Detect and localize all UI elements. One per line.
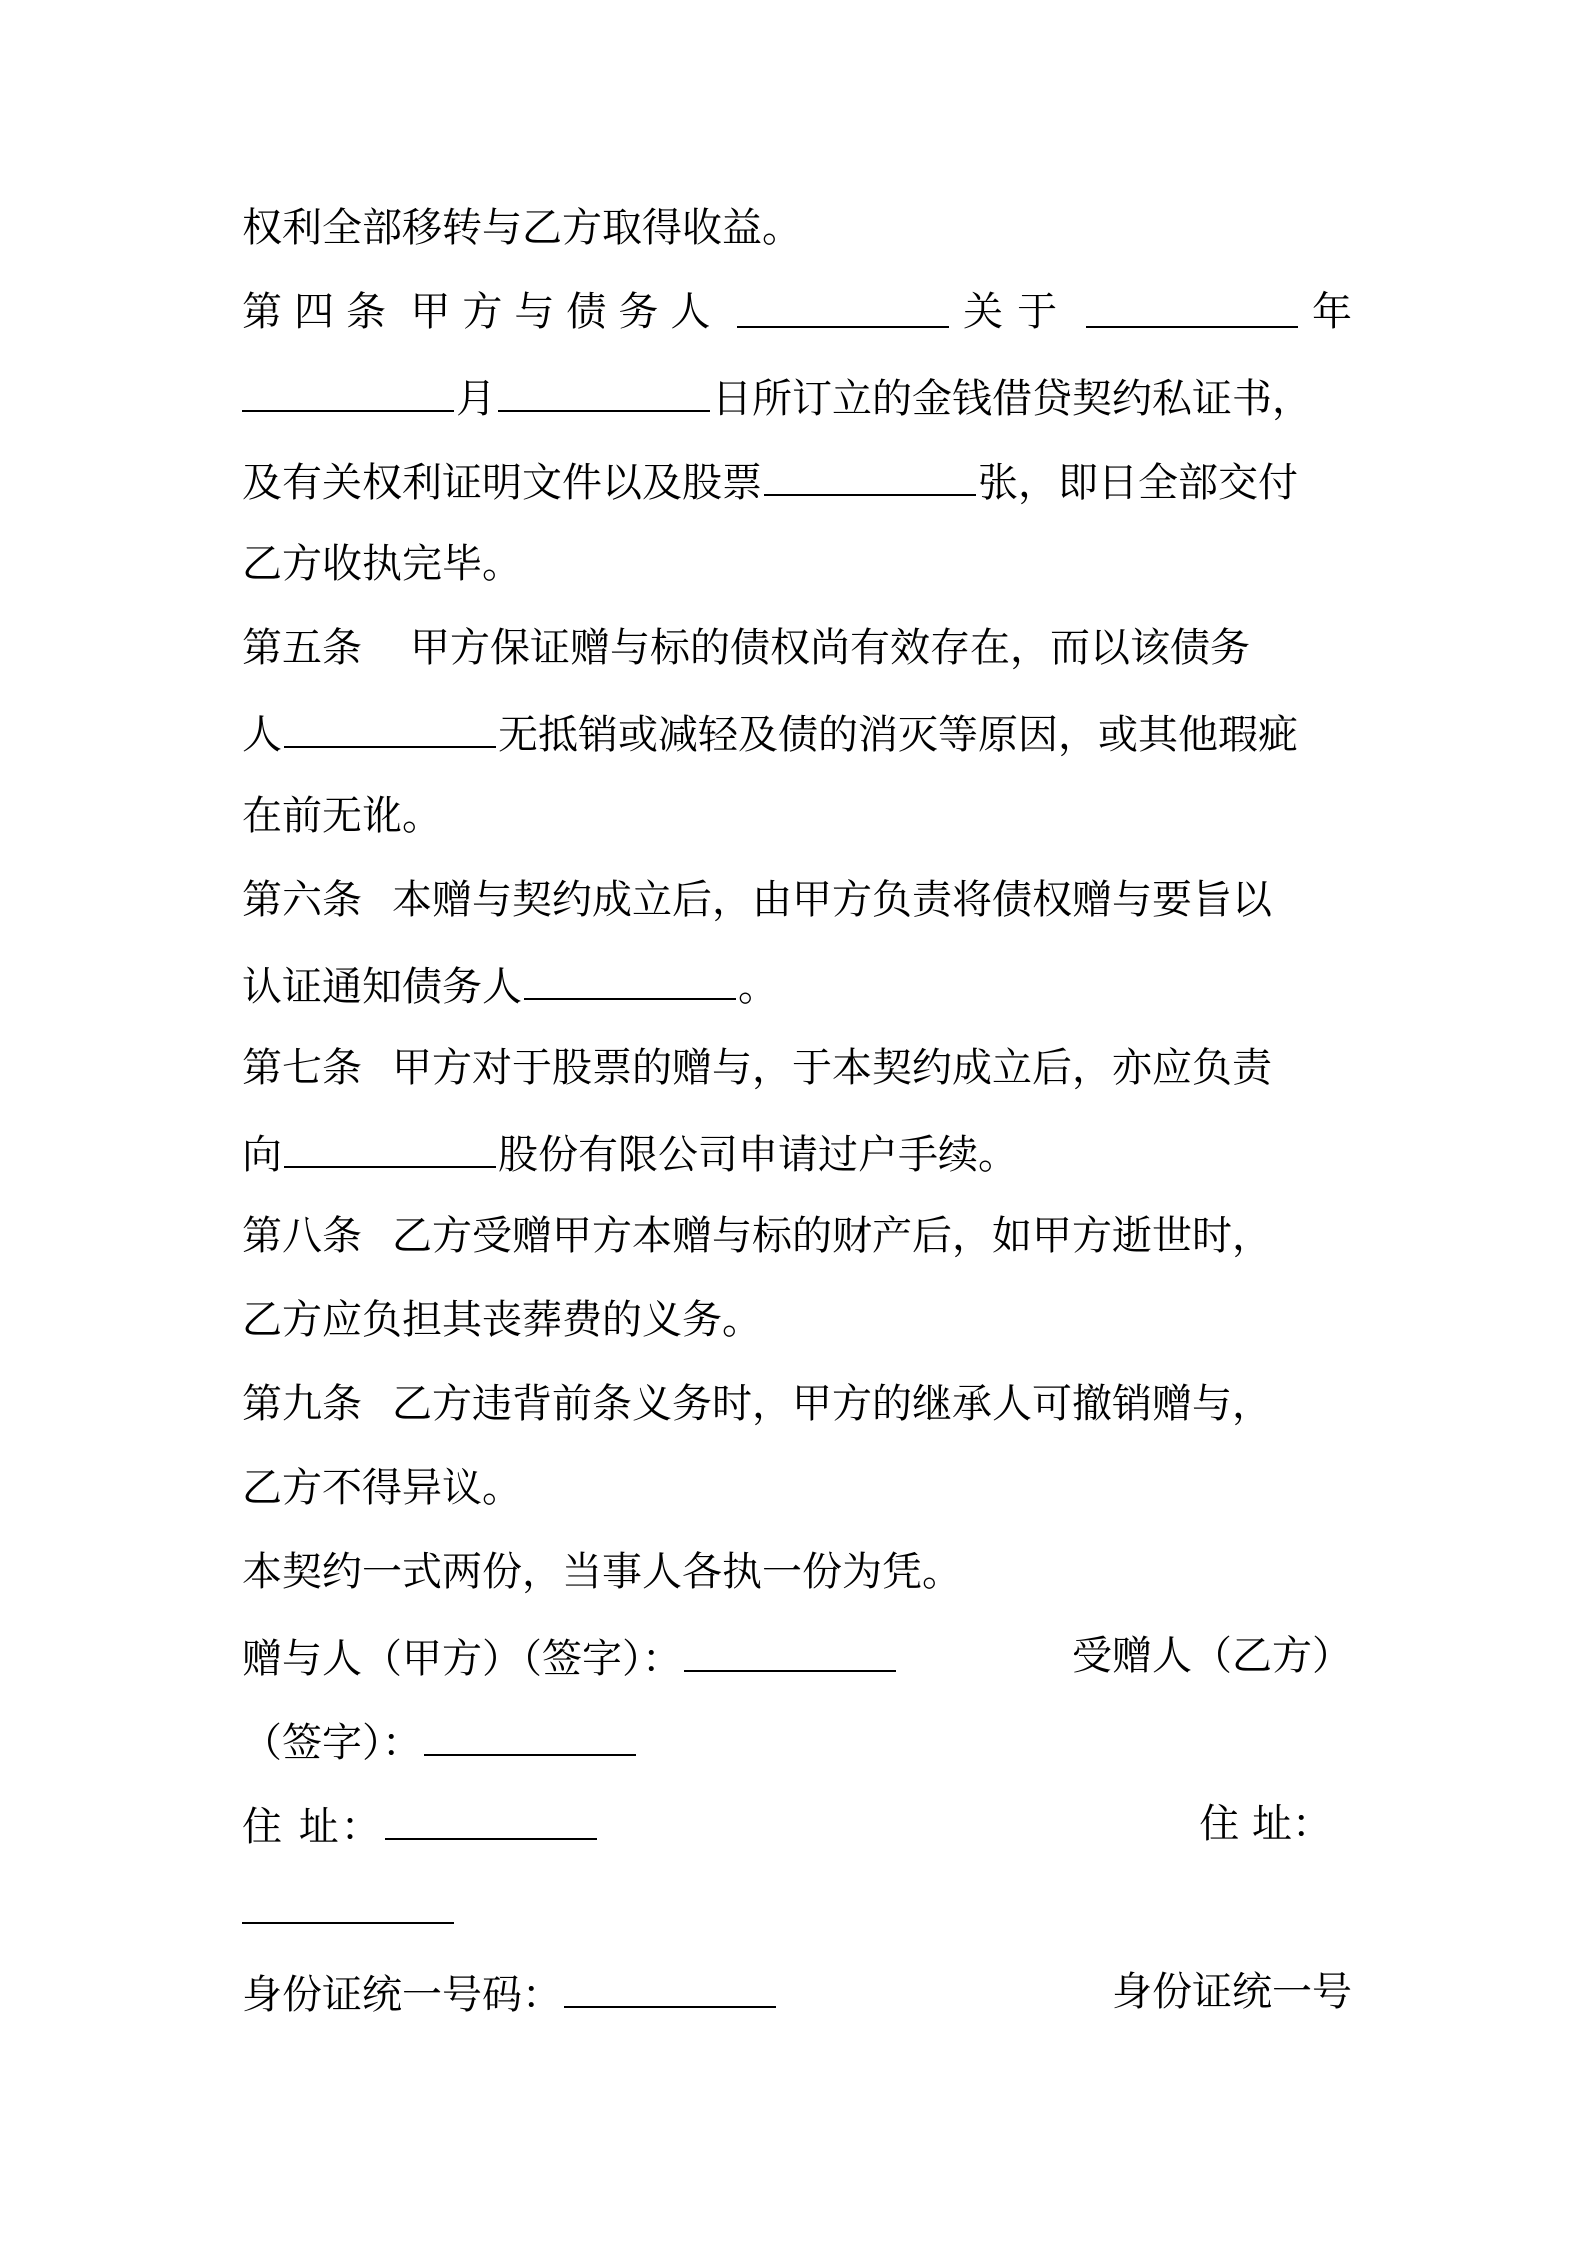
line-text: 乙方收执完毕。 (242, 541, 522, 587)
blank-field (284, 1120, 496, 1168)
donee-label: 受赠人（乙方） (1072, 1633, 1352, 1679)
blank-field (498, 364, 710, 412)
donee-id-label: 身份证统一号 (1112, 1969, 1352, 2015)
text-line (242, 196, 1352, 260)
line-text: 向 (242, 1132, 282, 1178)
signature-row-2 (242, 1708, 1352, 1772)
line-text: 无抵销或减轻及债的消灭等原因，或其他瑕疵 (498, 712, 1298, 758)
donor-signature-blank (684, 1624, 896, 1672)
article-6-line (242, 868, 1352, 932)
blank-field (737, 280, 949, 328)
article-9-line (242, 1372, 1352, 1436)
text-line (242, 952, 1352, 1016)
donor-id-label: 身份证统一号码： (242, 1972, 562, 2018)
article-number: 第七条 (242, 1045, 362, 1091)
line-text: 张，即日全部交付 (978, 460, 1298, 506)
line-text: 在前无讹。 (242, 793, 442, 839)
text-line (242, 364, 1352, 428)
id-row (242, 1960, 1352, 2024)
donee-address-blank (242, 1876, 454, 1924)
donor-address-blank (385, 1792, 597, 1840)
donor-signature-label: 赠与人（甲方）（签字）： (242, 1636, 682, 1682)
article-number: 第四条 (242, 289, 398, 335)
line-text: 本赠与契约成立后，由甲方负责将债权赠与要旨以 (392, 877, 1272, 923)
blank-field (524, 952, 736, 1000)
donee-signature-blank (424, 1708, 636, 1756)
line-text: 甲方保证赠与标的债权尚有效存在，而以该债务 (410, 625, 1250, 671)
text-line (242, 1456, 1352, 1520)
line-text: 股份有限公司申请过户手续。 (498, 1132, 1018, 1178)
line-text: 日所订立的金钱借贷契约私证书， (712, 376, 1312, 422)
text-line (242, 1540, 1352, 1604)
donor-id-blank (564, 1960, 776, 2008)
blank-field (1086, 280, 1298, 328)
line-text: 权利全部移转与乙方取得收益。 (242, 205, 802, 251)
article-number: 第九条 (242, 1381, 362, 1427)
article-7-line (242, 1036, 1352, 1100)
line-text: 甲方对于股票的赠与，于本契约成立后，亦应负责 (392, 1045, 1272, 1091)
article-4-line (242, 280, 1352, 344)
text-line (242, 448, 1352, 512)
line-text: 人 (242, 712, 282, 758)
address-row (242, 1792, 1352, 1856)
line-text: 乙方违背前条义务时，甲方的继承人可撤销赠与， (392, 1381, 1272, 1427)
donee-address-label: 住 址： (1199, 1801, 1332, 1847)
article-8-line (242, 1204, 1352, 1268)
line-text: 甲方与债务人 (410, 289, 723, 335)
donor-address-label: 住 址： (242, 1804, 383, 1850)
line-text: 乙方不得异议。 (242, 1465, 522, 1511)
line-text: 乙方应负担其丧葬费的义务。 (242, 1297, 762, 1343)
blank-field (764, 448, 976, 496)
signature-row-1 (242, 1624, 1352, 1688)
line-text: 年 (1311, 289, 1352, 335)
text-line (242, 784, 1352, 848)
article-number: 第八条 (242, 1213, 362, 1259)
address-row-2 (242, 1876, 1352, 1940)
line-text: 本契约一式两份，当事人各执一份为凭。 (242, 1549, 962, 1595)
text-line (242, 700, 1352, 764)
article-number: 第六条 (242, 877, 362, 923)
line-text: 月 (456, 376, 496, 422)
blank-field (284, 700, 496, 748)
text-line (242, 532, 1352, 596)
text-line (242, 1288, 1352, 1352)
line-text: 关于 (963, 289, 1072, 335)
line-text: 认证通知债务人 (242, 964, 522, 1010)
article-number: 第五条 (242, 625, 362, 671)
text-line (242, 1120, 1352, 1184)
line-text: 乙方受赠甲方本赠与标的财产后，如甲方逝世时， (392, 1213, 1272, 1259)
line-text: 及有关权利证明文件以及股票 (242, 460, 762, 506)
article-5-line (242, 616, 1352, 680)
donee-signature-label: （签字）： (242, 1720, 422, 1766)
blank-field (242, 364, 454, 412)
line-text: 。 (738, 964, 778, 1010)
